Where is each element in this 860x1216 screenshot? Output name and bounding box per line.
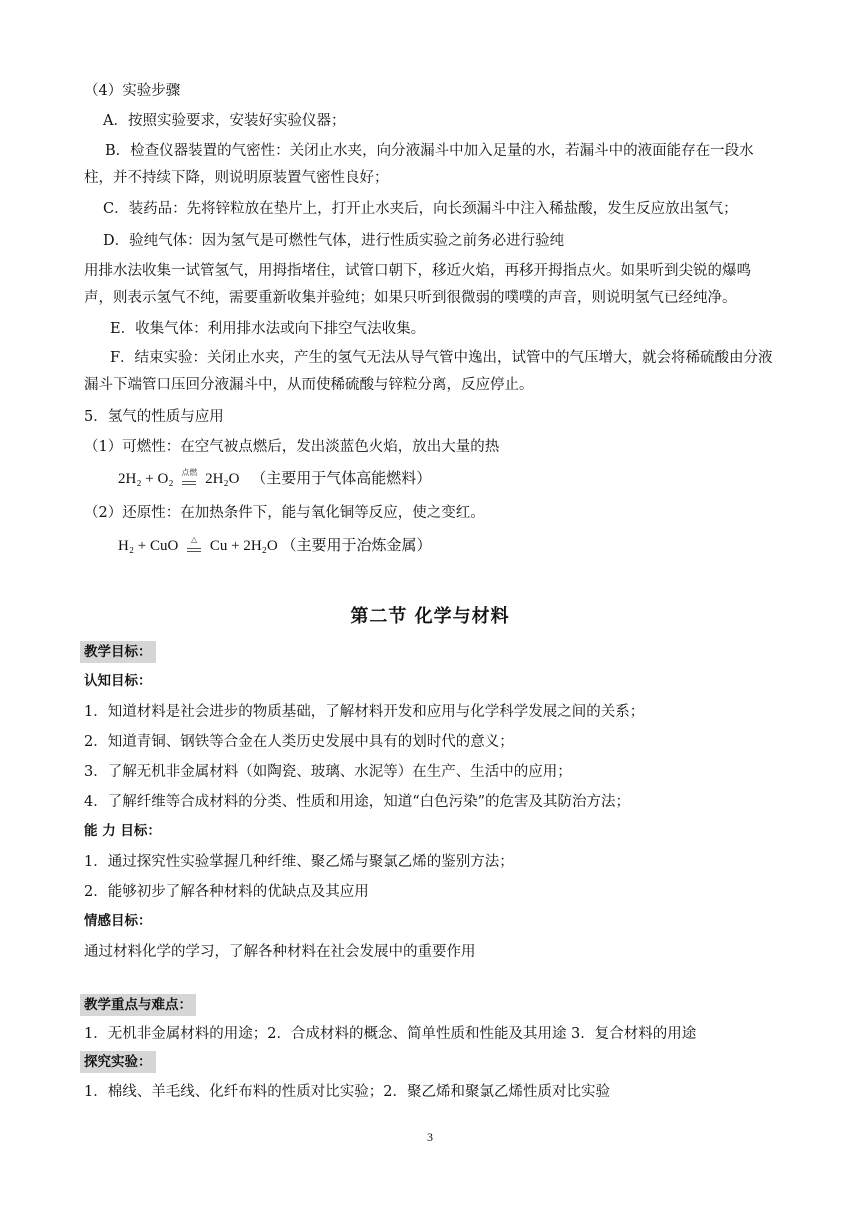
eq1-right: 2H₂O	[205, 471, 240, 487]
reduction-equation	[118, 535, 431, 557]
emotion-goals-heading: 情感目标：	[84, 913, 152, 929]
eq2-note: （主要用于冶炼金属）	[281, 538, 432, 554]
cognitive-item-4: 4．了解纤维等合成材料的分类、性质和用途，知道“白色污染”的危害及其防治方法；	[84, 794, 631, 810]
combustion-text: （1）可燃性：在空气被点燃后，发出淡蓝色火焰，放出大量的热	[84, 439, 500, 455]
step-c: C．装药品：先将锌粒放在垫片上，打开止水夹后，向长颈漏斗中注入稀盐酸，发生反应放出氢气；	[103, 201, 738, 217]
page-number: 3	[427, 1130, 433, 1144]
key-points-text: 1．无机非金属材料的用途；2．合成材料的概念、简单性质和性能及其用途 3．复合材料的用途	[84, 1026, 697, 1042]
step-e: E．收集气体：利用排水法或向下排空气法收集。	[110, 321, 426, 337]
eq2-left: H₂ + CuO	[118, 538, 179, 554]
section-title: 第二节 化学与材料	[350, 606, 510, 627]
eq1-left: 2H₂ + O₂	[118, 471, 174, 487]
step-a: A．按照实验要求，安装好实验仪器；	[103, 113, 346, 129]
eq1-condition: 点燃	[180, 468, 198, 490]
experiment-heading: （4）实验步骤	[84, 83, 181, 99]
ability-item-2: 2．能够初步了解各种材料的优缺点及其应用	[84, 884, 369, 900]
step-b: B．检查仪器装置的气密性：关闭止水夹，向分液漏斗中加入足量的水，若漏斗中的液面能存在一段水柱，并不持续下降，则说明原装置气密性良好；	[84, 143, 754, 186]
ability-item-1: 1．通过探究性实验掌握几种纤维、聚乙烯与聚氯乙烯的鉴别方法；	[84, 854, 514, 870]
key-points-heading: 教学重点与难点：	[80, 994, 196, 1016]
cognitive-item-2: 2．知道青铜、钢铁等合金在人类历史发展中具有的划时代的意义；	[84, 734, 514, 750]
step-d-detail: 用排水法收集一试管氢气，用拇指堵住，试管口朝下，移近火焰，再移开拇指点火。如果听到尖锐的爆鸣声，则表示氢气不纯，需要重新收集并验纯；如果只听到很微弱的噗噗的声音，则说明氢气已经纯净。	[84, 263, 751, 306]
step-d-intro: D．验纯气体：因为氢气是可燃性气体，进行性质实验之前务必进行验纯	[103, 233, 565, 249]
hydrogen-heading: 5．氢气的性质与应用	[84, 409, 224, 425]
explore-text: 1．棉线、羊毛线、化纤布料的性质对比实验；2．聚乙烯和聚氯乙烯性质对比实验	[84, 1084, 610, 1100]
eq2-right: Cu + 2H₂O	[209, 538, 278, 554]
combustion-equation	[118, 468, 431, 490]
eq1-note: （主要用于气体高能燃料）	[251, 471, 432, 487]
ability-goals-heading: 能 力 目标：	[84, 823, 161, 839]
explore-heading: 探究实验：	[80, 1051, 156, 1073]
teaching-goals-heading: 教学目标：	[80, 641, 156, 663]
cognitive-goals-heading: 认知目标：	[84, 673, 152, 689]
emotion-text: 通过材料化学的学习，了解各种材料在社会发展中的重要作用	[84, 944, 476, 960]
reduction-text: （2）还原性：在加热条件下，能与氧化铜等反应，使之变红。	[84, 505, 485, 521]
cognitive-item-1: 1．知道材料是社会进步的物质基础，了解材料开发和应用与化学科学发展之间的关系；	[84, 704, 645, 720]
cognitive-item-3: 3．了解无机非金属材料（如陶瓷、玻璃、水泥等）在生产、生活中的应用；	[84, 764, 572, 780]
step-f: F．结束实验：关闭止水夹，产生的氢气无法从导气管中逸出，试管中的气压增大，就会将稀硫酸由分液漏斗下端管口压回分液漏斗中，从而使稀硫酸与锌粒分离，反应停止。	[84, 350, 773, 393]
eq2-condition: △	[185, 535, 203, 557]
